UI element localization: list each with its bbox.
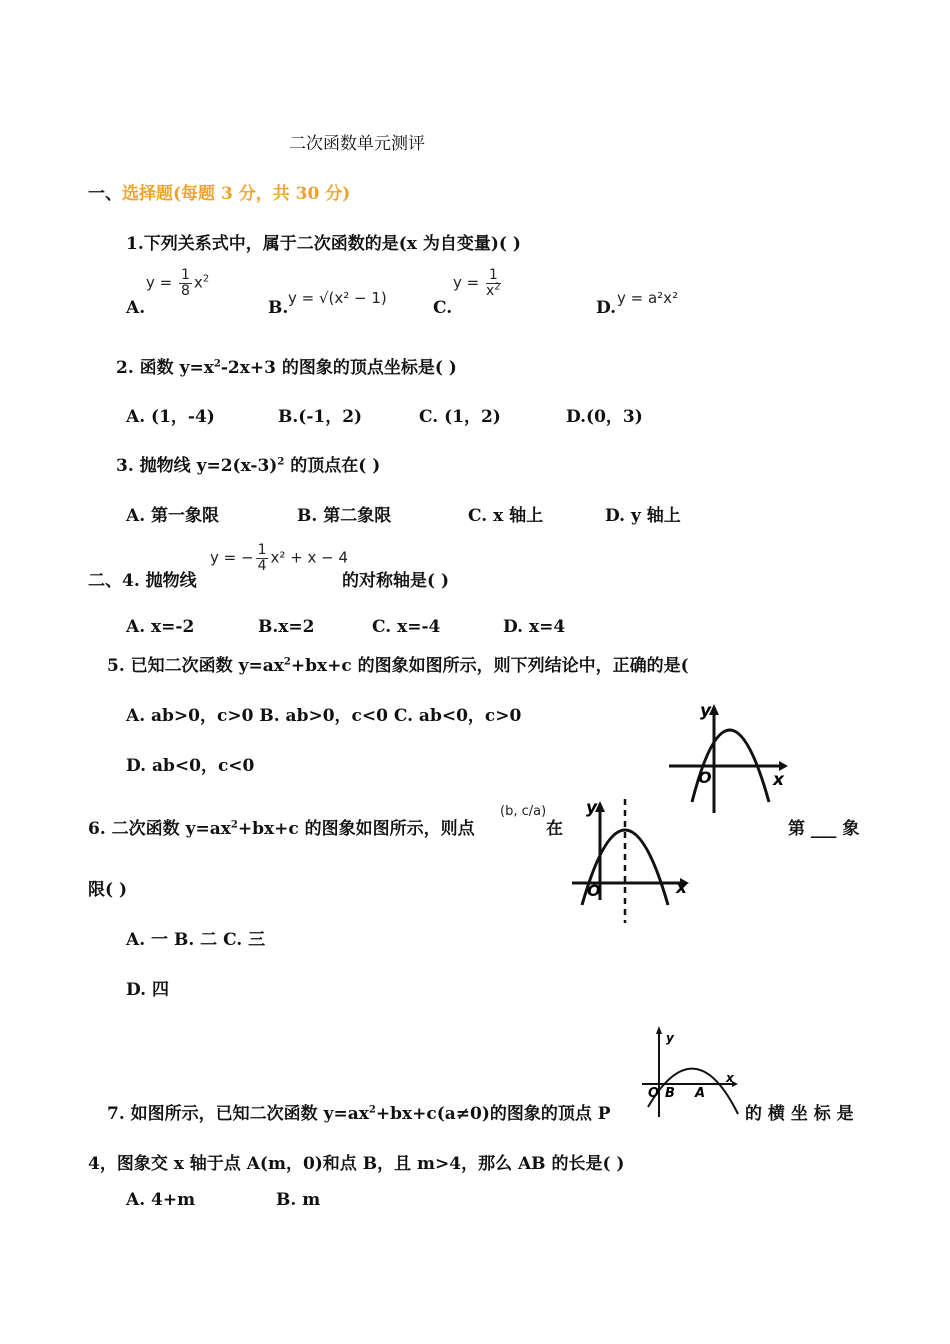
q3-stem-sup: 2	[277, 456, 285, 468]
q7-origin-label: O	[648, 1086, 660, 1101]
q7-stem-a: 7. 如图所示，已知二次函数 y=ax	[107, 1104, 369, 1124]
q6-options-line1: A. 一 B. 二 C. 三	[126, 930, 266, 950]
page-title: 二次函数单元测评	[289, 134, 425, 154]
q4-option-c: C. x=-4	[372, 617, 441, 637]
q6-stem-sup: 2	[230, 819, 238, 831]
q7-y-label: y	[666, 1031, 674, 1045]
q5-stem-b: +bx+c 的图象如图所示，则下列结论中，正确的是(	[290, 656, 689, 676]
question-5-stem	[107, 658, 689, 675]
q2-option-c: C. (1，2)	[419, 407, 501, 427]
question-3-stem	[116, 458, 380, 475]
q6-point: (b, c/a)	[500, 804, 547, 819]
q7-stem-sup: 2	[368, 1104, 376, 1116]
q3-option-d: D. y 轴上	[605, 506, 681, 526]
q4-rhs: x² + x − 4	[270, 548, 349, 567]
q7-option-b: B. m	[276, 1190, 321, 1210]
q1-c-fraction	[486, 268, 501, 298]
q3-option-a: A. 第一象限	[126, 506, 220, 526]
q6-stem-b: +bx+c 的图象如图所示，则点	[237, 819, 475, 839]
q1-option-b-label: B.	[268, 298, 289, 318]
q5-stem-sup: 2	[283, 656, 291, 668]
q7-parabola	[648, 1069, 738, 1114]
q4-math	[210, 543, 348, 573]
q1-c-den-wrap	[486, 281, 501, 299]
q6-y-label: y	[586, 798, 598, 818]
q6-origin-label: O	[587, 881, 601, 900]
q2-stem-a: 2. 函数 y=x	[116, 358, 214, 378]
question-1-stem: 1.下列关系式中，属于二次函数的是(x 为自变量)( )	[126, 234, 521, 254]
q1-a-num: 1	[181, 267, 190, 283]
q5-x-label: x	[773, 770, 784, 790]
q5-options-line1: A. ab>0，c>0 B. ab>0，c<0 C. ab<0，c>0	[126, 706, 522, 726]
q4-option-a: A. x=-2	[126, 617, 195, 637]
q6-stem-a: 6. 二次函数 y=ax	[88, 819, 231, 839]
q1-a-exp: 2	[202, 273, 210, 285]
q5-y-label: y	[700, 701, 712, 721]
q1-a-rhs: x	[193, 273, 203, 292]
q4-lhs: y = −	[210, 548, 254, 567]
q1-option-d-math: y = a²x²	[617, 289, 679, 307]
question-4-suffix: 的对称轴是( )	[342, 571, 450, 591]
q6-tail: 第 ___ 象	[788, 819, 860, 839]
q1-c-lhs: y =	[453, 273, 480, 292]
q1-option-b-math: y = √(x² − 1)	[288, 289, 387, 307]
question-4-prefix: 二、4. 抛物线	[88, 571, 197, 591]
q2-option-d: D.(0，3)	[566, 407, 643, 427]
q7-option-a: A. 4+m	[126, 1190, 196, 1210]
q2-stem-b: -2x+3 的图象的顶点坐标是( )	[220, 358, 457, 378]
q6-in: 在	[546, 819, 563, 839]
q3-option-b: B. 第二象限	[297, 506, 392, 526]
q7-tail: 的 横 坐 标 是	[745, 1104, 854, 1124]
q1-option-c-math	[453, 268, 503, 298]
q5-options-line2: D. ab<0，c<0	[126, 756, 255, 776]
q1-c-den: x	[486, 282, 495, 299]
q1-c-exp: 2	[494, 281, 501, 293]
q2-option-a: A. (1，-4)	[126, 407, 215, 427]
q1-c-num: 1	[486, 268, 501, 284]
q4-num: 1	[257, 542, 267, 558]
q7-parabola-graph	[640, 1022, 745, 1122]
q6-options-line2: D. 四	[126, 980, 169, 1000]
q2-option-b: B.(-1，2)	[278, 407, 363, 427]
q7-y-arrow	[656, 1026, 662, 1034]
q7-stem-b: +bx+c(a≠0)的图象的顶点 P	[375, 1104, 611, 1124]
q7-a-label: A	[695, 1086, 706, 1101]
section-heading	[88, 186, 350, 203]
q5-origin-label: O	[698, 768, 712, 787]
q7-x-label: x	[726, 1071, 734, 1085]
q1-a-lhs: y =	[146, 273, 173, 292]
q3-stem-b: 的顶点在( )	[284, 456, 381, 476]
section-label: 选择题(每题 3 分，共 30 分)	[122, 184, 351, 204]
q4-fraction	[256, 543, 269, 573]
q6-line2: 限( )	[88, 880, 128, 900]
q1-a-fraction	[179, 268, 192, 298]
q1-option-a-math	[146, 268, 209, 298]
section-prefix: 一、	[88, 184, 122, 204]
q4-option-b: B.x=2	[258, 617, 315, 637]
q1-option-d-label: D.	[596, 298, 617, 318]
q4-den: 4	[257, 557, 267, 574]
question-7-stem	[107, 1106, 611, 1123]
q7-line2: 4，图象交 x 轴于点 A(m，0)和点 B，且 m>4，那么 AB 的长是( )	[88, 1154, 625, 1174]
q3-stem-a: 3. 抛物线 y=2(x-3)	[116, 456, 278, 476]
question-6-stem	[88, 821, 475, 838]
q1-option-a-label: A.	[126, 298, 146, 318]
q5-stem-a: 5. 已知二次函数 y=ax	[107, 656, 284, 676]
question-2-stem	[116, 360, 457, 377]
q7-b-label: B	[665, 1086, 675, 1101]
q1-option-c-label: C.	[433, 298, 453, 318]
q6-parabola-graph	[570, 795, 700, 927]
q2-stem-sup: 2	[213, 358, 221, 370]
q1-a-den: 8	[181, 282, 190, 299]
q4-option-d: D. x=4	[503, 617, 566, 637]
q3-option-c: C. x 轴上	[468, 506, 544, 526]
q6-x-label: x	[676, 878, 687, 898]
